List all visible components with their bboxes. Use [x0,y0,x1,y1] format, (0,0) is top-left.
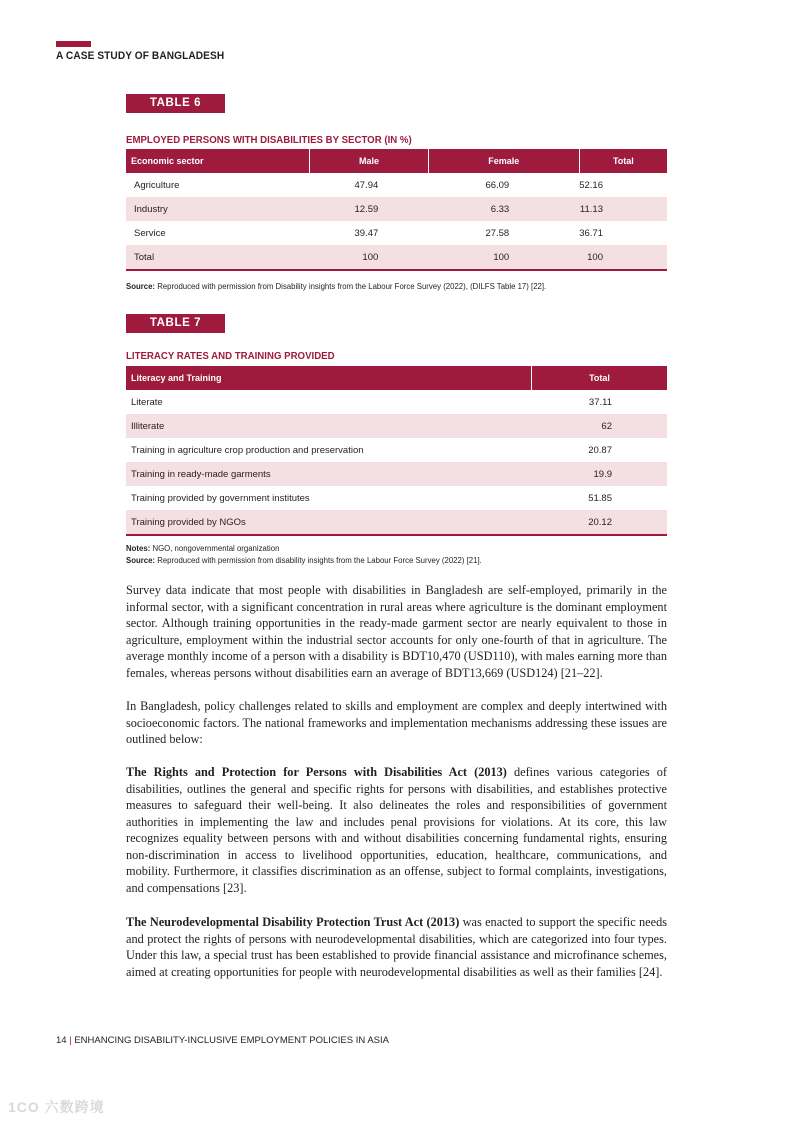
table-row [126,197,667,221]
act-description: was enacted to support the specific needs and protect the rights of persons with neurodevelopmental disabilities, which are categorized into four types. Under this law, a special trust has been established to provide financial assistance and microfinance schemes, aimed at creating opportunities for people with neurodevelopmental disabilities as well as their families [24]. [126,915,668,979]
footer-title: ENHANCING DISABILITY-INCLUSIVE EMPLOYMENT POLICIES IN ASIA [74,1035,389,1046]
table-row [126,510,667,535]
body-paragraph-3 [126,764,667,896]
table-cell: 19.9 [532,462,668,486]
header-accent-bar [56,41,91,47]
table7-tag: TABLE 7 [126,314,225,333]
table6-col-total: Total [579,149,667,173]
table-cell: 39.47 [354,227,379,239]
table-cell: 36.71 [579,227,603,239]
table-cell: 51.85 [588,492,612,504]
table-cell: Service [134,227,166,239]
table-cell: 47.94 [354,179,379,191]
table7-title: LITERACY RATES AND TRAINING PROVIDED [126,350,335,362]
table6-header-row [126,149,667,173]
body-paragraph-2: In Bangladesh, policy challenges related to skills and employment are complex and deeply intertwined with socioeconomic factors. The national frameworks and implementation mechanisms addressing these issues are outlined below: [126,699,667,746]
table-cell: 12.59 [310,197,428,221]
notes-text: NGO, nongovernmental organization [152,544,280,553]
table7-notes [126,544,279,553]
table-cell: 62 [532,414,668,438]
table-cell: 37.11 [588,396,612,408]
table-cell: Illiterate [126,414,532,438]
table6-col-male: Male [310,149,428,173]
table-cell: 6.33 [428,197,579,221]
running-head: A CASE STUDY OF BANGLADESH [56,50,225,62]
body-paragraph-1: Survey data indicate that most people with disabilities in Bangladesh are self-employed, primarily in the informal sector, with a significant concentration in rural areas where agriculture is the dominant employment sector. Although training opportunities in the ready-made garment sector are nearly equivalent to those in agriculture, employment within the industrial sector accounts for only one-fourth of that in agriculture. The average monthly income of a person with a disability is BDT10,470 (USD110), with males earning more than females, whereas persons without disabilities earn an average of BDT13,669 (USD124) [21–22]. [126,583,667,680]
table-row [126,414,667,438]
page-footer [56,1035,389,1046]
source-label: Source: [126,556,156,565]
table-row [126,390,667,414]
table6-tag: TABLE 6 [126,94,225,113]
table-cell: 27.58 [485,227,510,239]
page-number: 14 [56,1035,67,1046]
table-row [126,486,667,510]
table-cell: 100 [428,245,579,270]
table-cell: Industry [126,197,310,221]
table-cell: Training in ready-made garments [126,462,532,486]
table7-col-literacy: Literacy and Training [126,366,532,390]
table-cell: Training provided by government institutes [131,492,310,504]
footer-separator: | [69,1035,72,1046]
table7 [126,366,667,536]
table6-title: EMPLOYED PERSONS WITH DISABILITIES BY SECTOR (IN %) [126,134,412,146]
watermark: 1CO 六数跨境 [8,1099,105,1115]
notes-label: Notes: [126,544,151,553]
act-description: defines various categories of disabilities, outlines the general and specific rights for persons with disabilities, and establishes protective measures to safeguard their well-being. It also delineates the roles and responsibilities of government authorities in implementing the law and includes penal provisions for violations. At its core, this law recognizes equality between persons with and without disabilities concerning fundamental rights, ensuring non-discrimination in access to livelihood opportunities, education, healthcare, communications, and mobility. Furthermore, it classifies discrimination as an offense, subject to formal complaints, investigations, and compensations [23]. [126,765,668,895]
table-cell: Training in agriculture crop production and preservation [131,444,364,456]
table6-col-sector: Economic sector [126,149,310,173]
table-row [126,245,667,270]
table6 [126,149,667,271]
act-title: The Rights and Protection for Persons with Disabilities Act (2013) [126,765,507,779]
table-cell: 11.13 [579,197,667,221]
table-row [126,221,667,245]
table-cell: 20.87 [588,444,612,456]
table7-source [126,556,482,565]
table7-col-total: Total [532,366,668,390]
table-cell: Total [126,245,310,270]
table-row [126,462,667,486]
table6-col-female: Female [428,149,579,173]
body-paragraph-4 [126,914,667,980]
table-row [126,438,667,462]
table7-header-row [126,366,667,390]
source-text: Reproduced with permission from Disability insights from the Labour Force Survey (2022), (DILFS Table 17) [22]. [157,282,547,291]
table-cell: 100 [579,245,667,270]
table-cell: Training provided by NGOs [126,510,532,535]
table-row [126,173,667,197]
table-cell: 20.12 [532,510,668,535]
source-text: Reproduced with permission from disability insights from the Labour Force Survey (2022) [21]. [157,556,482,565]
table6-source [126,282,546,291]
source-label: Source: [126,282,156,291]
table-cell: 66.09 [485,179,510,191]
table-cell: 52.16 [579,179,603,191]
act-title: The Neurodevelopmental Disability Protection Trust Act (2013) [126,915,460,929]
table-cell: 100 [310,245,428,270]
table-cell: Literate [131,396,163,408]
table-cell: Agriculture [134,179,180,191]
